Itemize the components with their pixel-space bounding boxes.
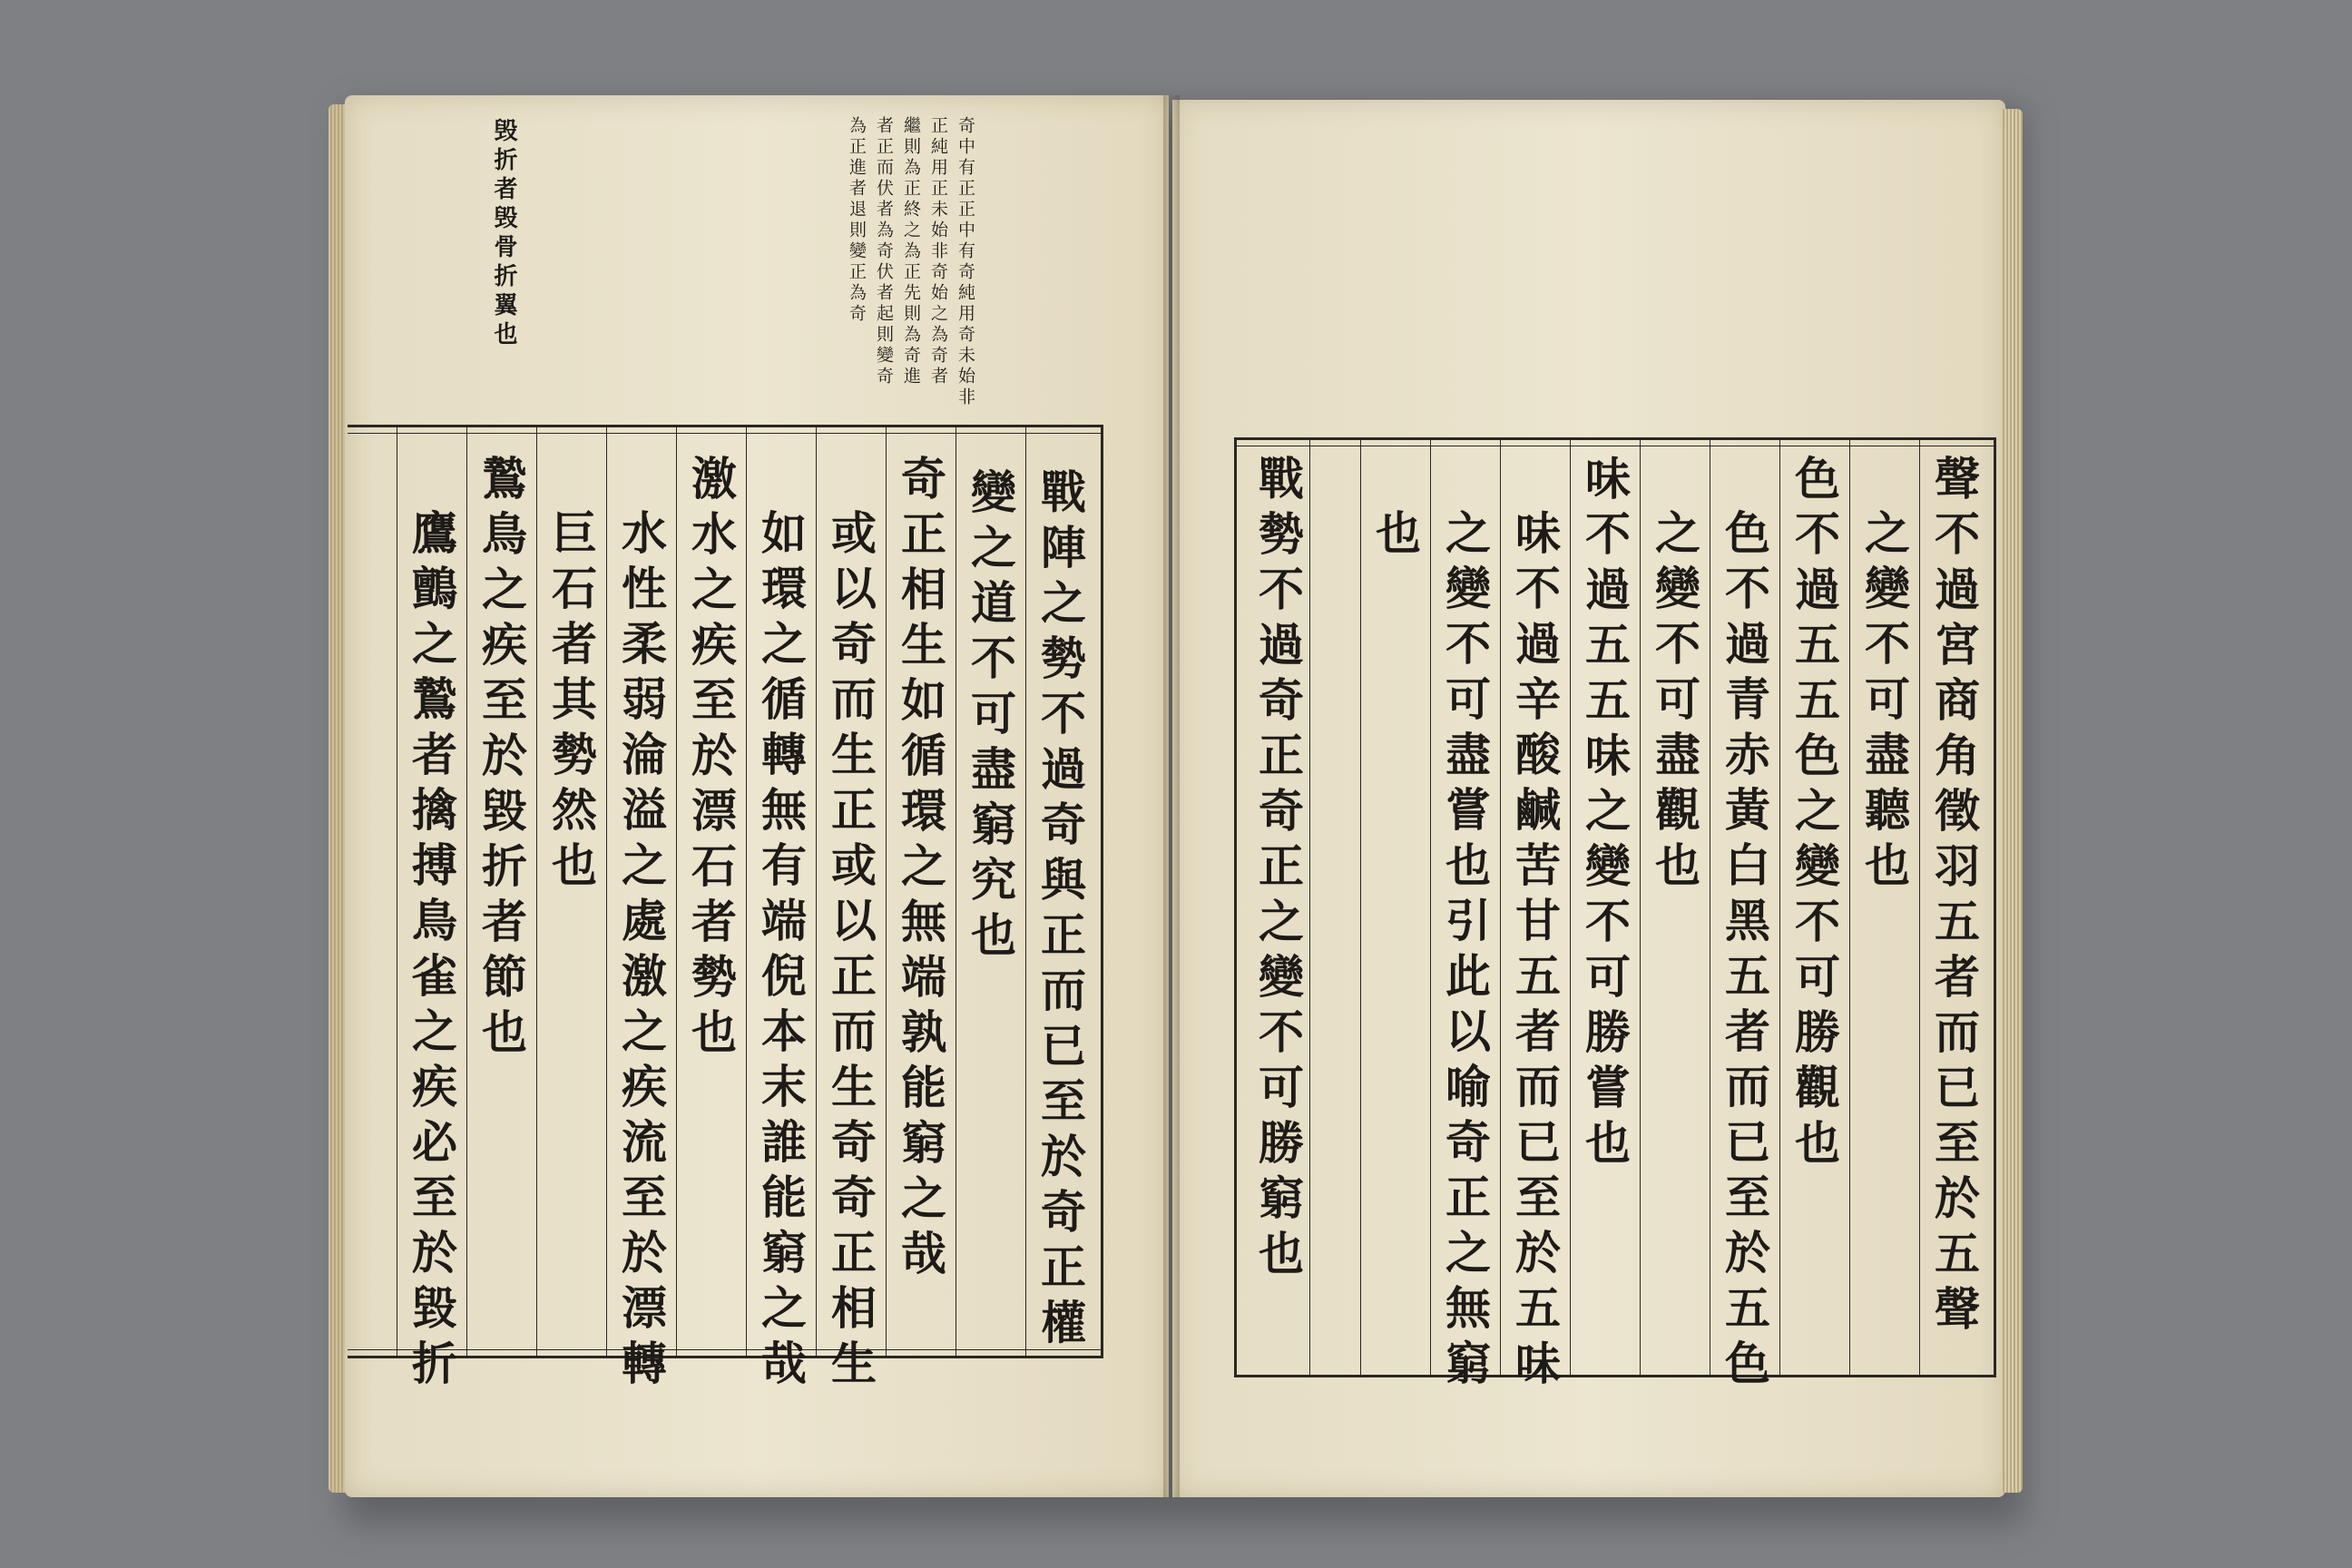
left-text-frame bbox=[348, 425, 1103, 1395]
right-column-rule bbox=[1500, 440, 1501, 1375]
right-column-rule bbox=[1430, 440, 1431, 1375]
left-column-rule bbox=[536, 427, 537, 1356]
right-column-7: 味不過辛酸鹹苦甘五者而已至於五味 bbox=[1508, 509, 1562, 1395]
left-frame-inner-bottom-rule bbox=[348, 1349, 1103, 1350]
left-column-5: 如環之循轉無有端倪本末誰能窮之哉 bbox=[754, 509, 808, 1395]
left-column-8: 巨石者其勢然也 bbox=[544, 509, 598, 897]
right-column-rule bbox=[1570, 440, 1571, 1375]
left-top-note-5: 為正進者退則變正為奇 bbox=[847, 116, 867, 325]
right-column-5: 之變不可盡觀也 bbox=[1648, 509, 1701, 897]
left-top-note-3: 繼則為正終之為正先則為奇進 bbox=[901, 116, 921, 387]
right-column-3: 色不過五五色之變不可勝觀也 bbox=[1788, 455, 1841, 1174]
left-column-10: 鷹鸇之鷙者擒搏鳥雀之疾必至於毀折 bbox=[405, 509, 458, 1395]
right-column-10: 戰勢不過奇正奇正之變不可勝窮也 bbox=[1251, 455, 1305, 1285]
left-top-note-4: 者正而伏者為奇伏者起則變奇 bbox=[874, 116, 894, 387]
left-column-rule bbox=[886, 427, 887, 1356]
left-top-note-far: 毁折者毁骨折翼也 bbox=[490, 118, 517, 350]
right-column-1: 聲不過宮商角徵羽五者而已至於五聲 bbox=[1927, 455, 1981, 1340]
right-column-rule bbox=[1779, 440, 1780, 1375]
right-column-6: 味不過五五味之變不可勝嘗也 bbox=[1578, 455, 1632, 1174]
left-column-2: 變之道不可盡窮究也 bbox=[964, 468, 1017, 966]
right-page-edge bbox=[2001, 109, 2023, 1493]
right-column-rule bbox=[1309, 440, 1310, 1375]
left-top-note-2: 正純用正未始非奇始之為奇者 bbox=[928, 116, 948, 387]
left-column-3: 奇正相生如循環之無端孰能窮之哉 bbox=[894, 455, 947, 1285]
left-column-4: 或以奇而生正或以正而生奇奇正相生 bbox=[824, 509, 877, 1395]
book-gutter bbox=[1163, 95, 1180, 1497]
right-column-2: 之變不可盡聽也 bbox=[1857, 509, 1911, 897]
left-column-1: 戰陣之勢不過奇與正而已至於奇正權 bbox=[1034, 468, 1087, 1354]
left-column-rule bbox=[606, 427, 607, 1356]
right-column-9: 也 bbox=[1368, 509, 1422, 564]
left-column-7: 水性柔弱淪溢之處激之疾流至於漂轉 bbox=[614, 509, 668, 1395]
left-column-rule bbox=[1025, 427, 1026, 1356]
right-column-8: 之變不可盡嘗也引此以喻奇正之無窮 bbox=[1438, 509, 1492, 1395]
left-column-6: 激水之疾至於漂石者勢也 bbox=[684, 455, 738, 1063]
left-column-rule bbox=[466, 427, 467, 1356]
right-column-rule bbox=[1919, 440, 1920, 1375]
right-column-rule bbox=[1640, 440, 1641, 1375]
left-column-rule bbox=[676, 427, 677, 1356]
left-column-rule bbox=[746, 427, 747, 1356]
left-column-rule bbox=[816, 427, 817, 1356]
left-frame-inner-top-rule bbox=[348, 433, 1103, 434]
right-text-frame bbox=[1234, 437, 1996, 1395]
right-column-rule bbox=[1849, 440, 1850, 1375]
right-column-rule bbox=[1360, 440, 1361, 1375]
left-column-9: 鷙鳥之疾至於毀折者節也 bbox=[475, 455, 528, 1063]
right-column-4: 色不過青赤黃白黑五者而已至於五色 bbox=[1718, 509, 1771, 1395]
left-top-note-1: 奇中有正正中有奇純用奇未始非 bbox=[956, 116, 975, 408]
